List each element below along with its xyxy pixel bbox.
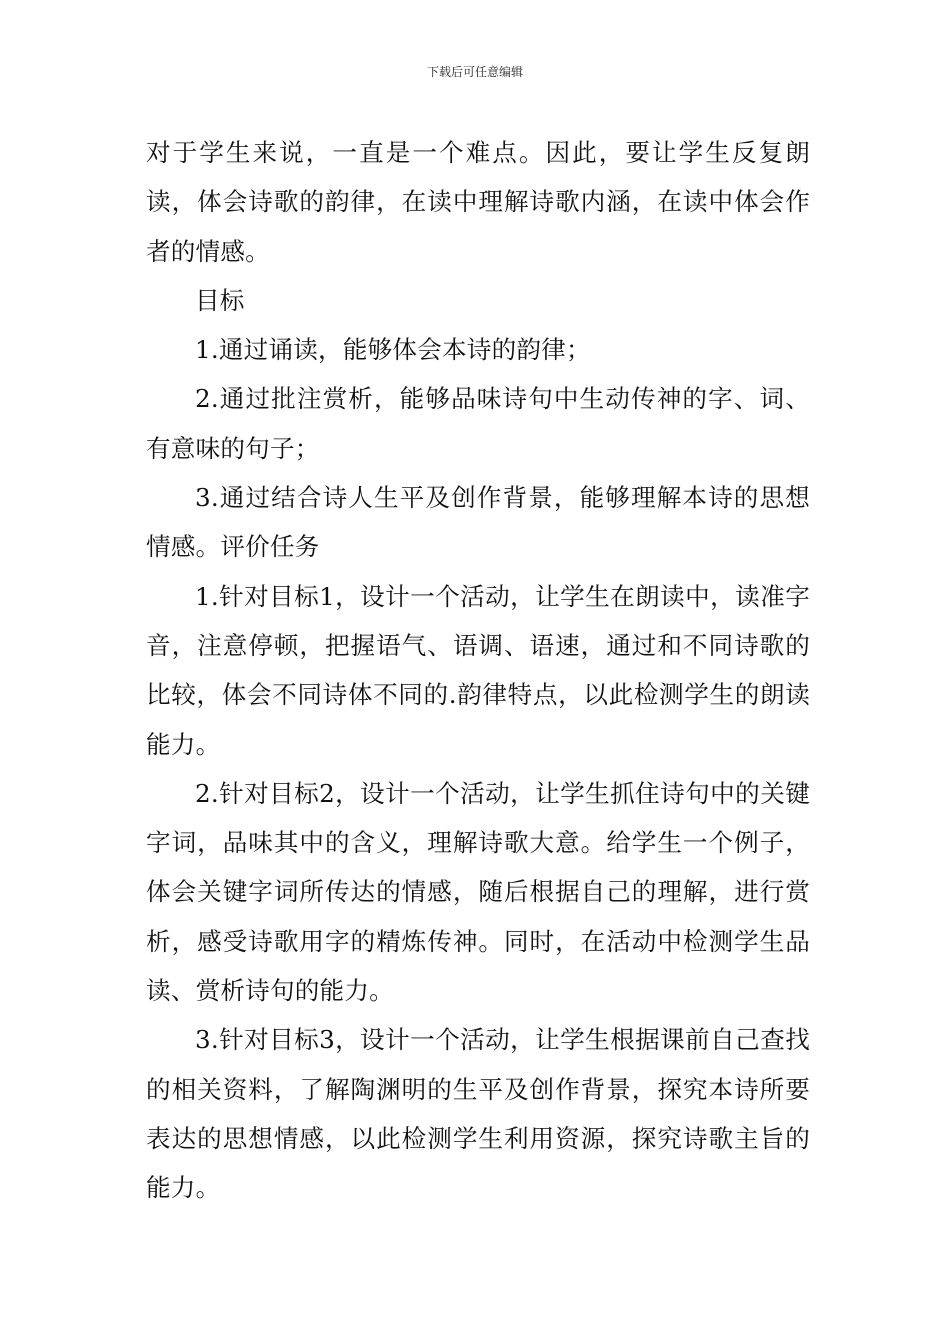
task-item-3: 3.针对目标3，设计一个活动，让学生根据课前自己查找的相关资料，了解陶渊明的生平及创作背景，探究本诗所要表达的思想情感，以此检测学生利用资源，探究诗歌主旨的能力。 <box>146 1025 810 1203</box>
goal-item-2: 2.通过批注赏析，能够品味诗句中生动传神的字、词、有意味的句子； <box>146 384 810 463</box>
paragraph-continuation: 对于学生来说，一直是一个难点。因此，要让学生反复朗读，体会诗歌的韵律，在读中理解诗歌内涵，在读中体会作者的情感。 <box>146 138 810 266</box>
task-item-1: 1.针对目标1，设计一个活动，让学生在朗读中，读准字音，注意停顿，把握语气、语调、语速，通过和不同诗歌的比较，体会不同诗体不同的.韵律特点，以此检测学生的朗读能力。 <box>146 581 810 759</box>
document-body <box>146 128 810 1213</box>
page-header-note: 下载后可任意编辑 <box>426 65 523 79</box>
task-item-2: 2.针对目标2，设计一个活动，让学生抓住诗句中的关键字词，品味其中的含义，理解诗歌大意。给学生一个例子，体会关键字词所传达的情感，随后根据自己的理解，进行赏析，感受诗歌用字的精炼传神。同时，在活动中检测学生品读、赏析诗句的能力。 <box>146 778 810 1006</box>
goal-item-1: 1.通过诵读，能够体会本诗的韵律； <box>195 335 591 365</box>
goal-item-3: 3.通过结合诗人生平及创作背景，能够理解本诗的思想情感。评价任务 <box>146 483 810 562</box>
section-heading-goals: 目标 <box>195 285 245 315</box>
